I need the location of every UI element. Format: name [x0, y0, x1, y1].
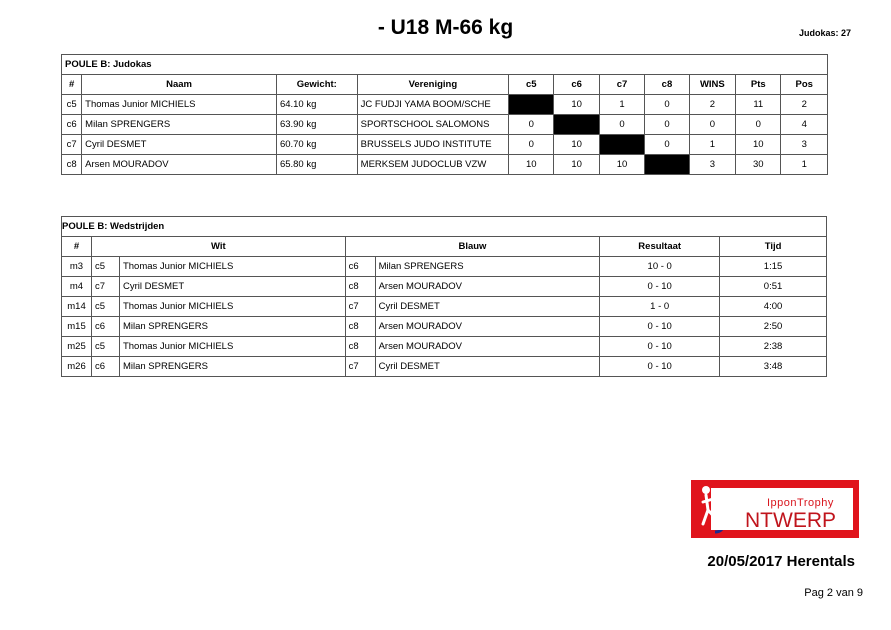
naam-cell: Arsen MOURADOV — [82, 155, 277, 175]
wins-cell: 1 — [689, 135, 735, 155]
wit-name-cell: Milan SPRENGERS — [119, 317, 345, 337]
score-cell: 1 — [599, 95, 644, 115]
pos-cell: 1 — [781, 155, 828, 175]
table-row — [62, 257, 827, 277]
section-title: POULE B: Judokas — [62, 55, 828, 75]
pos-cell: 3 — [781, 135, 828, 155]
header-row — [62, 237, 827, 257]
wit-name-cell: Milan SPRENGERS — [119, 357, 345, 377]
section-title-row — [62, 55, 828, 75]
resultaat-cell: 0 - 10 — [600, 337, 720, 357]
vereniging-cell: JC FUDJI YAMA BOOM/SCHE — [357, 95, 508, 115]
vereniging-cell: SPORTSCHOOL SALOMONS — [357, 115, 508, 135]
wins-cell: 2 — [689, 95, 735, 115]
wins-cell: 3 — [689, 155, 735, 175]
wit-name-cell: Cyril DESMET — [119, 277, 345, 297]
blauw-code-cell: c8 — [345, 337, 375, 357]
section-title: POULE B: Wedstrijden — [62, 217, 827, 237]
blauw-name-cell: Arsen MOURADOV — [375, 317, 600, 337]
self-match-cell — [599, 135, 644, 155]
blauw-code-cell: c8 — [345, 277, 375, 297]
blauw-name-cell: Arsen MOURADOV — [375, 337, 600, 357]
blauw-name-cell: Cyril DESMET — [375, 357, 600, 377]
ippon-trophy-logo — [691, 480, 859, 538]
code-cell: c6 — [62, 115, 82, 135]
score-cell: 0 — [645, 135, 689, 155]
score-cell: 0 — [509, 135, 554, 155]
wit-name-cell: Thomas Junior MICHIELS — [119, 257, 345, 277]
table-row — [62, 297, 827, 317]
match-number-cell: m14 — [62, 297, 92, 317]
wit-name-cell: Thomas Junior MICHIELS — [119, 337, 345, 357]
column-header: Tijd — [720, 237, 827, 257]
wit-name-cell: Thomas Junior MICHIELS — [119, 297, 345, 317]
gewicht-cell: 60.70 kg — [276, 135, 357, 155]
table-row — [62, 95, 828, 115]
match-number-cell: m25 — [62, 337, 92, 357]
wit-code-cell: c5 — [91, 297, 119, 317]
score-cell: 0 — [645, 95, 689, 115]
resultaat-cell: 0 - 10 — [600, 357, 720, 377]
column-header: c7 — [599, 75, 644, 95]
column-header: WINS — [689, 75, 735, 95]
score-cell: 0 — [509, 115, 554, 135]
pts-cell: 30 — [736, 155, 781, 175]
blauw-code-cell: c8 — [345, 317, 375, 337]
tijd-cell: 0:51 — [720, 277, 827, 297]
column-header: Pos — [781, 75, 828, 95]
wit-code-cell: c5 — [91, 257, 119, 277]
column-header: c8 — [645, 75, 689, 95]
wit-code-cell: c7 — [91, 277, 119, 297]
self-match-cell — [554, 115, 599, 135]
table-row — [62, 115, 828, 135]
page-title: - U18 M-66 kg — [377, 16, 514, 39]
score-cell: 10 — [599, 155, 644, 175]
self-match-cell — [509, 95, 554, 115]
pos-cell: 4 — [781, 115, 828, 135]
column-header: Resultaat — [600, 237, 720, 257]
column-header: # — [62, 237, 92, 257]
match-number-cell: m4 — [62, 277, 92, 297]
blauw-name-cell: Cyril DESMET — [375, 297, 600, 317]
table-row — [62, 317, 827, 337]
table-row — [62, 277, 827, 297]
table-row — [62, 337, 827, 357]
match-number-cell: m3 — [62, 257, 92, 277]
tijd-cell: 2:38 — [720, 337, 827, 357]
score-cell: 10 — [509, 155, 554, 175]
pts-cell: 0 — [736, 115, 781, 135]
section-title-row — [62, 217, 827, 237]
column-header: Pts — [736, 75, 781, 95]
score-cell: 0 — [645, 115, 689, 135]
pts-cell: 11 — [736, 95, 781, 115]
naam-cell: Cyril DESMET — [82, 135, 277, 155]
column-header: Wit — [91, 237, 345, 257]
poule-matches-table — [61, 216, 827, 377]
score-cell: 10 — [554, 155, 599, 175]
naam-cell: Milan SPRENGERS — [82, 115, 277, 135]
poule-judokas-table — [61, 54, 828, 175]
score-cell: 10 — [554, 95, 599, 115]
match-number-cell: m15 — [62, 317, 92, 337]
column-header: Vereniging — [357, 75, 508, 95]
wit-code-cell: c6 — [91, 357, 119, 377]
column-header: c6 — [554, 75, 599, 95]
resultaat-cell: 1 - 0 — [600, 297, 720, 317]
gewicht-cell: 65.80 kg — [276, 155, 357, 175]
blauw-name-cell: Milan SPRENGERS — [375, 257, 600, 277]
tijd-cell: 4:00 — [720, 297, 827, 317]
resultaat-cell: 0 - 10 — [600, 317, 720, 337]
logo-line2: NTWERP — [745, 509, 836, 532]
column-header: Gewicht: — [276, 75, 357, 95]
code-cell: c7 — [62, 135, 82, 155]
column-header: Naam — [82, 75, 277, 95]
tijd-cell: 3:48 — [720, 357, 827, 377]
gewicht-cell: 64.10 kg — [276, 95, 357, 115]
match-number-cell: m26 — [62, 357, 92, 377]
score-cell: 0 — [599, 115, 644, 135]
logo-text-panel — [711, 488, 853, 530]
pos-cell: 2 — [781, 95, 828, 115]
blauw-code-cell: c7 — [345, 357, 375, 377]
vereniging-cell: BRUSSELS JUDO INSTITUTE — [357, 135, 508, 155]
naam-cell: Thomas Junior MICHIELS — [82, 95, 277, 115]
blauw-code-cell: c7 — [345, 297, 375, 317]
tijd-cell: 1:15 — [720, 257, 827, 277]
header-row — [62, 75, 828, 95]
pts-cell: 10 — [736, 135, 781, 155]
vereniging-cell: MERKSEM JUDOCLUB VZW — [357, 155, 508, 175]
wit-code-cell: c5 — [91, 337, 119, 357]
column-header: c5 — [509, 75, 554, 95]
event-date-place: 20/05/2017 Herentals — [707, 553, 855, 570]
blauw-code-cell: c6 — [345, 257, 375, 277]
column-header: Blauw — [345, 237, 600, 257]
code-cell: c5 — [62, 95, 82, 115]
resultaat-cell: 10 - 0 — [600, 257, 720, 277]
gewicht-cell: 63.90 kg — [276, 115, 357, 135]
score-cell: 10 — [554, 135, 599, 155]
blauw-name-cell: Arsen MOURADOV — [375, 277, 600, 297]
table-row — [62, 357, 827, 377]
column-header: # — [62, 75, 82, 95]
table-row — [62, 135, 828, 155]
tijd-cell: 2:50 — [720, 317, 827, 337]
page-number: Pag 2 van 9 — [804, 587, 863, 599]
self-match-cell — [645, 155, 689, 175]
wit-code-cell: c6 — [91, 317, 119, 337]
code-cell: c8 — [62, 155, 82, 175]
logo-line1: IpponTrophy — [767, 497, 834, 509]
table-row — [62, 155, 828, 175]
wins-cell: 0 — [689, 115, 735, 135]
judokas-count: Judokas: 27 — [798, 28, 851, 38]
resultaat-cell: 0 - 10 — [600, 277, 720, 297]
